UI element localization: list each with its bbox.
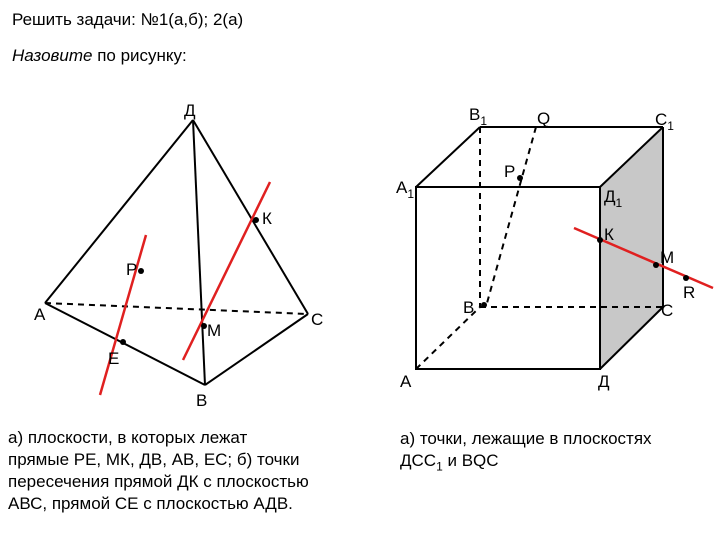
subtitle-rest: по рисунку: <box>92 46 187 65</box>
cube-line-qb-hidden <box>487 127 536 303</box>
caption-right-line: а) точки, лежащие в плоскостях <box>400 429 652 448</box>
caption-right-sub: 1 <box>436 459 443 474</box>
cube-edge-a1b1 <box>416 127 480 187</box>
cube-label-p: Р <box>504 162 516 181</box>
cube-label-d1: $Д_1$ <box>604 187 623 210</box>
pyramid-label-a: А <box>34 305 46 324</box>
cube-label-k: К <box>604 225 614 244</box>
pyramid-label-d: Д <box>184 101 196 120</box>
pyramid-label-p: Р <box>126 260 138 279</box>
caption-right-plane: ДСС <box>400 451 437 470</box>
cube-point-p <box>517 175 523 181</box>
cube-label-r: R <box>683 283 696 302</box>
caption-left-line: АВС, прямой СЕ с плоскостью АДВ. <box>8 494 293 513</box>
pyramid-edge-da <box>45 120 193 303</box>
caption-left-line: а) плоскости, в которых лежат <box>8 428 248 447</box>
pyramid-points <box>120 217 259 345</box>
caption-left-line: прямые РЕ, МК, ДВ, АВ, ЕС; б) точки <box>8 450 300 469</box>
pyramid-label-c: С <box>311 310 324 329</box>
caption-right-line <box>400 450 710 477</box>
pyramid-point-p <box>138 268 144 274</box>
cube-point-k <box>597 237 603 243</box>
pyramid-figure <box>45 120 308 385</box>
pyramid-point-k <box>253 217 259 223</box>
cube-point-b <box>481 302 487 308</box>
caption-right-plane-2: и BQC <box>442 451 499 470</box>
cube-label-q: Q <box>537 109 551 128</box>
page-title: Решить задачи: №1(а,б); 2(а) <box>12 10 244 29</box>
cube-label-b: В <box>463 298 475 317</box>
caption-right <box>400 428 710 477</box>
cube-label-a: А <box>400 372 412 391</box>
cube-label-a1: $А_1$ <box>396 178 415 201</box>
cube-label-m: М <box>660 248 675 267</box>
pyramid-point-e <box>120 339 126 345</box>
pyramid-edge-db <box>193 120 205 385</box>
pyramid-label-e: Е <box>108 349 120 368</box>
pyramid-label-k: К <box>262 209 272 228</box>
subtitle-emphasis: Назовите <box>12 46 93 65</box>
cube-label-d: Д <box>598 372 610 391</box>
pyramid-red-lines <box>100 182 270 395</box>
pyramid-edge-dc <box>193 120 308 314</box>
cube-point-m <box>653 262 659 268</box>
cube-face-dcc1d1 <box>600 127 663 369</box>
cube-point-r <box>683 275 689 281</box>
cube-label-c: С <box>661 301 674 320</box>
pyramid-red-line-pe <box>100 235 146 395</box>
pyramid-label-b: В <box>196 391 208 410</box>
pyramid-label-m: М <box>207 321 222 340</box>
caption-left-line: пересечения прямой ДК с плоскостью <box>8 472 309 491</box>
caption-left <box>8 427 368 515</box>
pyramid-edge-ac-hidden <box>45 303 308 314</box>
cube-label-c1: $С_1$ <box>655 110 674 133</box>
pyramid-labels <box>34 101 323 410</box>
cube-label-b1: $В_1$ <box>469 105 488 128</box>
cube-figure <box>416 127 663 369</box>
